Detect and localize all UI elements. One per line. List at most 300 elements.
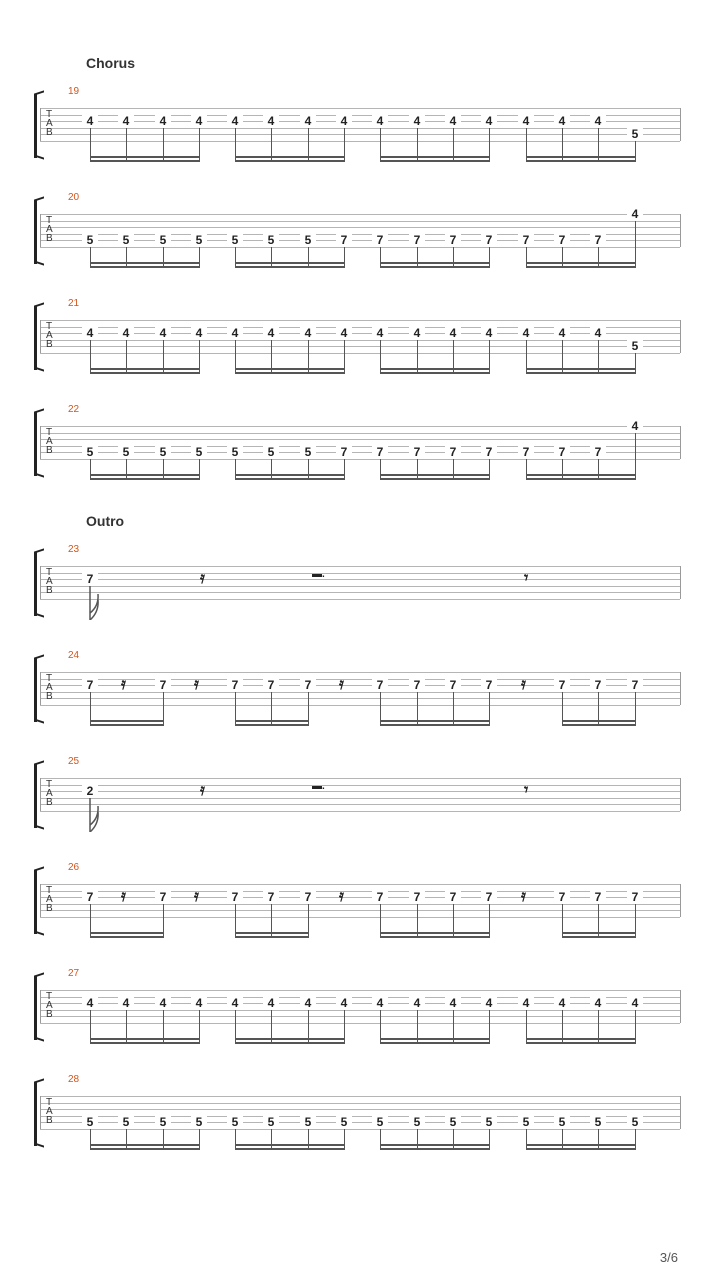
tab-clef-letter: T [46, 427, 53, 438]
note-stem [380, 459, 381, 480]
fret-number: 5 [300, 1116, 316, 1128]
note-stem [163, 1129, 164, 1150]
note-beam [526, 160, 635, 162]
fret-number: 5 [155, 1116, 171, 1128]
fret-number: 7 [627, 891, 643, 903]
start-barline [40, 320, 41, 353]
string-line [40, 910, 680, 911]
string-line [40, 108, 680, 109]
fret-number: 4 [554, 327, 570, 339]
tab-clef-letter: B [46, 127, 53, 138]
note-beam [235, 368, 344, 370]
string-line [40, 327, 680, 328]
fret-number: 4 [82, 115, 98, 127]
start-barline [40, 108, 41, 141]
staff-system [0, 650, 720, 730]
fret-number: 4 [518, 327, 534, 339]
tab-staff [40, 426, 680, 459]
start-barline [40, 672, 41, 705]
fret-number: 4 [409, 997, 425, 1009]
string-line [40, 778, 680, 779]
tab-clef-letter: B [46, 691, 53, 702]
fret-number: 7 [518, 234, 534, 246]
tab-clef-letter: T [46, 215, 53, 226]
note-stem [598, 1129, 599, 1150]
string-line [40, 439, 680, 440]
fret-number: 4 [554, 997, 570, 1009]
fret-number: 5 [409, 1116, 425, 1128]
note-stem [90, 247, 91, 268]
note-stem [489, 340, 490, 374]
note-beam [380, 266, 489, 268]
sixteenth-rest: 𝄿 [339, 676, 344, 693]
sixteenth-rest: 𝄿 [194, 676, 199, 693]
measure-number: 26 [68, 862, 80, 873]
sixteenth-rest: 𝄿 [521, 676, 526, 693]
fret-number: 5 [263, 234, 279, 246]
string-line [40, 917, 680, 918]
string-line [40, 1116, 680, 1117]
sixteenth-note-flag [89, 586, 103, 620]
fret-number: 7 [481, 891, 497, 903]
dotted-half-rest: ▬. [312, 781, 325, 792]
fret-number: 4 [590, 327, 606, 339]
fret-number: 4 [481, 327, 497, 339]
note-stem [598, 459, 599, 480]
tab-clef-letter: B [46, 797, 53, 808]
note-beam [380, 1038, 489, 1040]
fret-number: 7 [590, 679, 606, 691]
fret-number: 5 [300, 234, 316, 246]
end-barline [680, 884, 681, 917]
note-beam [380, 724, 489, 726]
staff-system [0, 404, 720, 484]
fret-number: 4 [82, 997, 98, 1009]
fret-number: 4 [481, 115, 497, 127]
note-beam [562, 724, 635, 726]
start-barline [40, 778, 41, 811]
note-stem [562, 459, 563, 480]
note-stem [380, 247, 381, 268]
start-barline [40, 884, 41, 917]
fret-number: 5 [518, 1116, 534, 1128]
note-stem [199, 1129, 200, 1150]
note-stem [163, 247, 164, 268]
fret-number: 5 [82, 1116, 98, 1128]
end-barline [680, 672, 681, 705]
tab-staff [40, 672, 680, 705]
start-barline [40, 426, 41, 459]
fret-number: 4 [155, 327, 171, 339]
fret-number: 7 [445, 234, 461, 246]
note-beam [90, 1042, 199, 1044]
tab-clef-letter: B [46, 445, 53, 456]
fret-number: 7 [445, 446, 461, 458]
note-stem [526, 247, 527, 268]
note-beam [380, 720, 489, 722]
note-stem [90, 459, 91, 480]
fret-number: 4 [554, 115, 570, 127]
measure-number: 25 [68, 756, 80, 767]
fret-number: 7 [227, 679, 243, 691]
tab-clef-letter: B [46, 585, 53, 596]
note-stem [199, 1010, 200, 1044]
fret-number: 5 [627, 340, 643, 352]
fret-number: 5 [445, 1116, 461, 1128]
note-stem [163, 692, 164, 726]
note-stem [308, 247, 309, 268]
string-line [40, 1003, 680, 1004]
note-stem [417, 1129, 418, 1150]
fret-number: 5 [372, 1116, 388, 1128]
note-stem [598, 247, 599, 268]
fret-number: 5 [554, 1116, 570, 1128]
string-line [40, 333, 680, 334]
note-beam [526, 1042, 635, 1044]
staff-system [0, 756, 720, 836]
string-line [40, 586, 680, 587]
note-beam [235, 156, 344, 158]
fret-number: 7 [554, 891, 570, 903]
tab-clef-letter: T [46, 885, 53, 896]
fret-number: 7 [155, 891, 171, 903]
eighth-rest: 𝄾 [524, 782, 529, 799]
fret-number: 7 [300, 891, 316, 903]
note-stem [489, 904, 490, 938]
tab-clef-letter: T [46, 567, 53, 578]
note-stem [199, 128, 200, 162]
staff-system [0, 86, 720, 166]
note-beam [90, 724, 163, 726]
note-beam [90, 1144, 199, 1146]
fret-number: 5 [227, 234, 243, 246]
string-line [40, 573, 680, 574]
fret-number: 4 [227, 997, 243, 1009]
fret-number: 7 [409, 446, 425, 458]
string-line [40, 1129, 680, 1130]
fret-number: 4 [445, 327, 461, 339]
note-stem [163, 459, 164, 480]
string-line [40, 1023, 680, 1024]
note-stem [308, 1129, 309, 1150]
end-barline [680, 214, 681, 247]
note-beam [526, 1148, 635, 1150]
fret-number: 7 [445, 679, 461, 691]
end-barline [680, 426, 681, 459]
fret-number: 4 [336, 327, 352, 339]
note-beam [235, 936, 308, 938]
fret-number: 7 [554, 679, 570, 691]
note-stem [344, 459, 345, 480]
fret-number: 4 [191, 327, 207, 339]
fret-number: 4 [627, 997, 643, 1009]
fret-number: 4 [409, 115, 425, 127]
note-beam [562, 932, 635, 934]
note-stem [417, 459, 418, 480]
note-beam [235, 724, 308, 726]
note-stem [271, 1129, 272, 1150]
string-line [40, 214, 680, 215]
note-stem [489, 459, 490, 480]
fret-number: 7 [590, 891, 606, 903]
staff-system [0, 298, 720, 378]
staff-system [0, 968, 720, 1048]
string-line [40, 692, 680, 693]
tab-clef-letter: A [46, 894, 53, 905]
note-stem [489, 1129, 490, 1150]
page-number: 3/6 [659, 1250, 678, 1265]
sixteenth-rest: 𝄿 [200, 782, 205, 799]
sixteenth-rest: 𝄿 [521, 888, 526, 905]
note-stem [235, 1129, 236, 1150]
fret-number: 7 [82, 679, 98, 691]
note-stem [271, 459, 272, 480]
note-beam [90, 156, 199, 158]
tab-clef-letter: A [46, 330, 53, 341]
note-beam [90, 266, 199, 268]
note-beam [235, 372, 344, 374]
note-stem [453, 247, 454, 268]
note-beam [235, 720, 308, 722]
sixteenth-rest: 𝄿 [200, 570, 205, 587]
start-barline [40, 566, 41, 599]
note-beam [90, 372, 199, 374]
fret-number: 5 [191, 234, 207, 246]
start-barline [40, 990, 41, 1023]
fret-number: 5 [481, 1116, 497, 1128]
note-beam [526, 1144, 635, 1146]
fret-number: 5 [227, 446, 243, 458]
note-beam [380, 1148, 489, 1150]
note-beam [235, 474, 344, 476]
fret-number: 5 [191, 1116, 207, 1128]
tab-clef-letter: A [46, 224, 53, 235]
note-stem [489, 128, 490, 162]
fret-number: 4 [590, 997, 606, 1009]
string-line [40, 115, 680, 116]
note-beam [380, 936, 489, 938]
note-stem [199, 459, 200, 480]
note-beam [235, 160, 344, 162]
measure-number: 28 [68, 1074, 80, 1085]
sixteenth-rest: 𝄿 [194, 888, 199, 905]
note-beam [526, 262, 635, 264]
fret-number: 4 [118, 997, 134, 1009]
note-beam [526, 156, 635, 158]
note-beam [526, 478, 635, 480]
measure-number: 24 [68, 650, 80, 661]
note-beam [526, 266, 635, 268]
tab-clef-letter: T [46, 321, 53, 332]
end-barline [680, 108, 681, 141]
string-line [40, 134, 680, 135]
note-beam [380, 932, 489, 934]
end-barline [680, 320, 681, 353]
note-stem [635, 433, 636, 480]
sixteenth-note-flag [89, 798, 103, 832]
fret-number: 7 [409, 679, 425, 691]
tab-clef-letter: T [46, 991, 53, 1002]
note-stem [562, 1129, 563, 1150]
fret-number: 7 [263, 891, 279, 903]
tab-clef-letter: A [46, 788, 53, 799]
tab-clef-letter: A [46, 682, 53, 693]
note-stem [199, 340, 200, 374]
note-stem [235, 459, 236, 480]
string-line [40, 446, 680, 447]
fret-number: 7 [263, 679, 279, 691]
fret-number: 5 [263, 1116, 279, 1128]
tab-staff [40, 884, 680, 917]
note-stem [126, 459, 127, 480]
fret-number: 7 [82, 573, 98, 585]
string-line [40, 1122, 680, 1123]
fret-number: 4 [263, 997, 279, 1009]
string-line [40, 320, 680, 321]
fret-number: 7 [554, 234, 570, 246]
string-line [40, 785, 680, 786]
string-line [40, 459, 680, 460]
note-stem [90, 1129, 91, 1150]
fret-number: 4 [300, 327, 316, 339]
tab-clef-letter: B [46, 1009, 53, 1020]
note-beam [380, 156, 489, 158]
start-barline [40, 1096, 41, 1129]
note-stem [308, 904, 309, 938]
string-line [40, 1096, 680, 1097]
fret-number: 7 [590, 446, 606, 458]
tab-staff [40, 214, 680, 247]
string-line [40, 353, 680, 354]
measure-number: 19 [68, 86, 80, 97]
note-stem [271, 247, 272, 268]
note-stem [635, 1129, 636, 1150]
fret-number: 4 [372, 115, 388, 127]
note-beam [380, 372, 489, 374]
note-stem [635, 353, 636, 374]
fret-number: 7 [409, 891, 425, 903]
string-line [40, 811, 680, 812]
note-beam [235, 932, 308, 934]
note-beam [526, 474, 635, 476]
sixteenth-rest: 𝄿 [339, 888, 344, 905]
string-line [40, 679, 680, 680]
note-beam [380, 368, 489, 370]
note-beam [380, 1144, 489, 1146]
note-beam [380, 478, 489, 480]
fret-number: 4 [227, 115, 243, 127]
fret-number: 7 [372, 891, 388, 903]
string-line [40, 426, 680, 427]
note-beam [235, 1038, 344, 1040]
fret-number: 7 [409, 234, 425, 246]
fret-number: 4 [372, 997, 388, 1009]
fret-number: 4 [191, 115, 207, 127]
note-stem [526, 1129, 527, 1150]
note-stem [562, 247, 563, 268]
note-beam [90, 936, 163, 938]
tab-clef-letter: A [46, 576, 53, 587]
tab-clef-letter: T [46, 673, 53, 684]
fret-number: 7 [372, 679, 388, 691]
note-stem [344, 128, 345, 162]
note-stem [199, 247, 200, 268]
fret-number: 4 [627, 208, 643, 220]
string-line [40, 128, 680, 129]
note-stem [526, 459, 527, 480]
end-barline [680, 990, 681, 1023]
note-stem [126, 247, 127, 268]
string-line [40, 705, 680, 706]
note-stem [380, 1129, 381, 1150]
fret-number: 7 [336, 446, 352, 458]
fret-number: 4 [227, 327, 243, 339]
fret-number: 4 [445, 997, 461, 1009]
note-beam [235, 266, 344, 268]
note-beam [90, 478, 199, 480]
fret-number: 4 [481, 997, 497, 1009]
fret-number: 4 [263, 115, 279, 127]
fret-number: 4 [155, 115, 171, 127]
string-line [40, 1103, 680, 1104]
string-line [40, 997, 680, 998]
string-line [40, 685, 680, 686]
note-beam [90, 1038, 199, 1040]
start-barline [40, 214, 41, 247]
note-beam [380, 160, 489, 162]
dotted-half-rest: ▬. [312, 569, 325, 580]
string-line [40, 221, 680, 222]
note-stem [344, 1129, 345, 1150]
fret-number: 5 [82, 234, 98, 246]
fret-number: 7 [590, 234, 606, 246]
fret-number: 4 [300, 115, 316, 127]
note-stem [126, 1129, 127, 1150]
fret-number: 5 [155, 234, 171, 246]
fret-number: 4 [191, 997, 207, 1009]
fret-number: 7 [82, 891, 98, 903]
note-stem [635, 1010, 636, 1044]
string-line [40, 884, 680, 885]
sixteenth-rest: 𝄿 [121, 676, 126, 693]
string-line [40, 592, 680, 593]
measure-number: 23 [68, 544, 80, 555]
fret-number: 4 [300, 997, 316, 1009]
note-stem [417, 247, 418, 268]
measure-number: 27 [68, 968, 80, 979]
string-line [40, 698, 680, 699]
fret-number: 2 [82, 785, 98, 797]
note-beam [235, 1148, 344, 1150]
note-beam [235, 478, 344, 480]
fret-number: 7 [481, 234, 497, 246]
fret-number: 5 [118, 234, 134, 246]
string-line [40, 1109, 680, 1110]
measure-number: 21 [68, 298, 80, 309]
staff-system [0, 1074, 720, 1154]
fret-number: 4 [627, 420, 643, 432]
fret-number: 4 [336, 115, 352, 127]
string-line [40, 897, 680, 898]
staff-system [0, 862, 720, 942]
tab-clef-letter: A [46, 436, 53, 447]
fret-number: 5 [590, 1116, 606, 1128]
string-line [40, 904, 680, 905]
fret-number: 4 [336, 997, 352, 1009]
fret-number: 7 [155, 679, 171, 691]
fret-number: 4 [118, 115, 134, 127]
tab-staff [40, 566, 680, 599]
